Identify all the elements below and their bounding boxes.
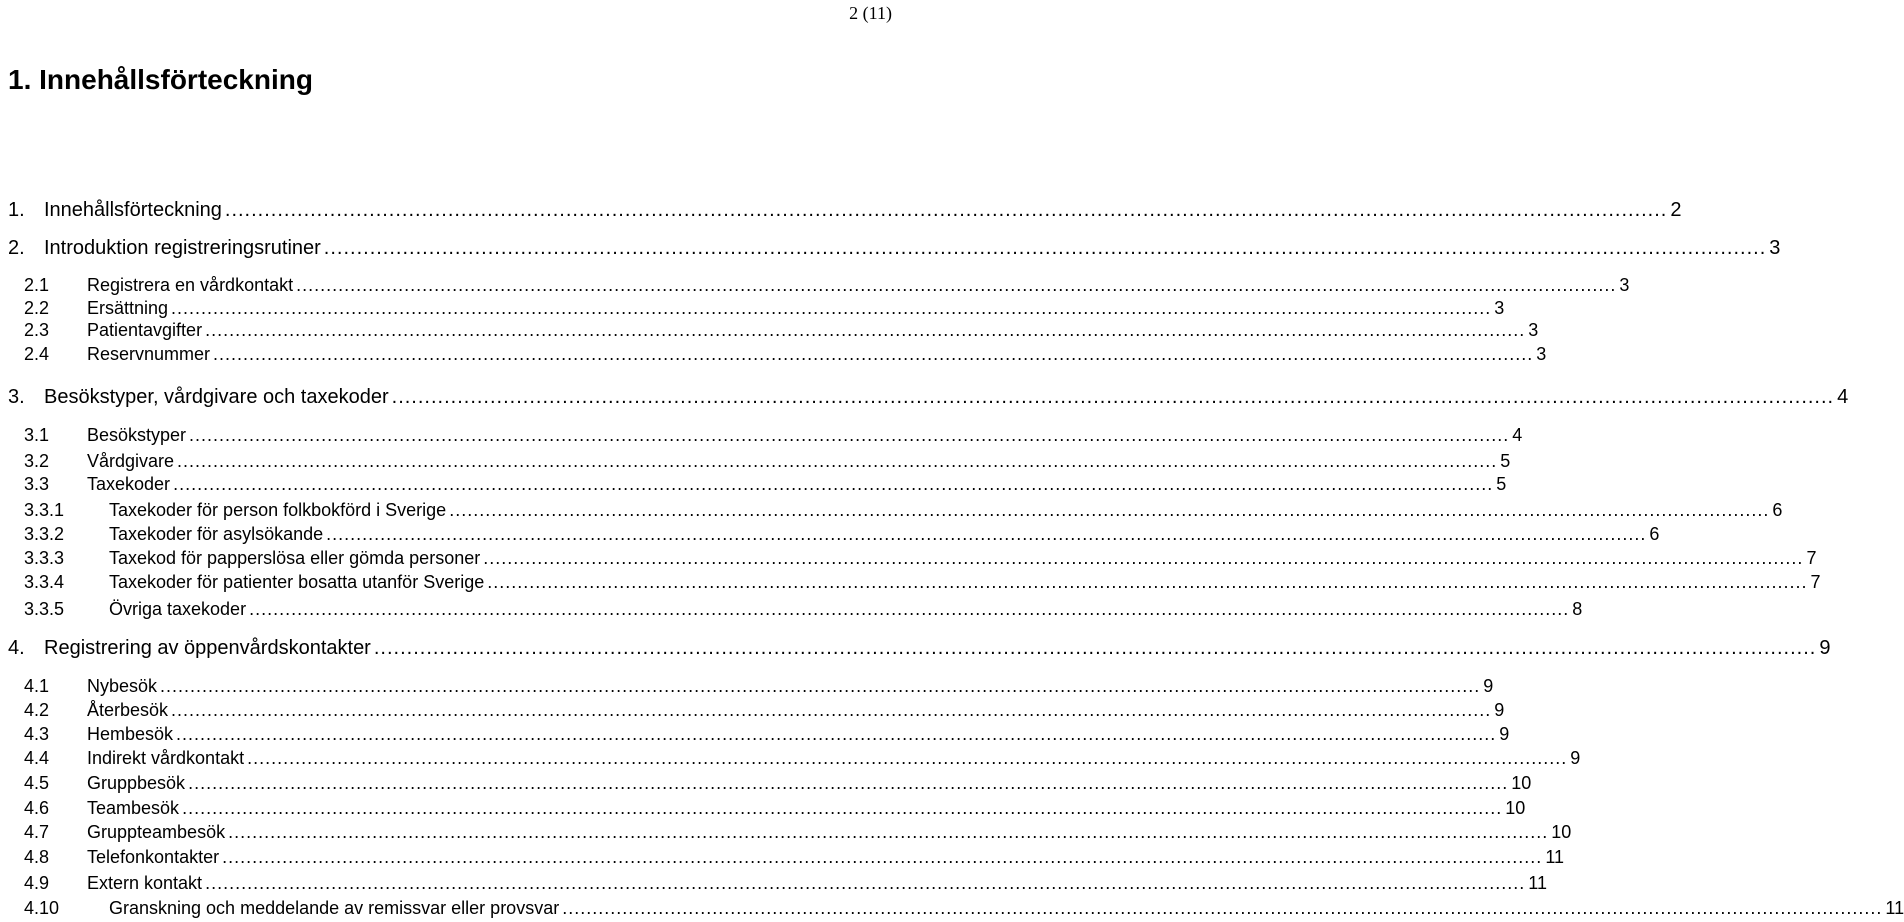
toc-entry-page: 11: [1545, 847, 1564, 867]
toc-entry[interactable]: [0, 746, 1581, 770]
toc-entry[interactable]: [0, 522, 1660, 546]
page-number: 2 (11): [849, 3, 892, 23]
toc-entry-page: 11: [1528, 873, 1547, 893]
toc-dot-leader: ............................................................................................................................................................................................................................: [228, 822, 1549, 842]
toc-entry-page: 8: [1572, 599, 1583, 619]
toc-entry[interactable]: [0, 674, 1494, 698]
toc-entry-title: Nybesök: [87, 676, 158, 696]
toc-dot-leader: ............................................................................................................................................................................................................................: [213, 344, 1534, 364]
toc-entry-number: 1.: [8, 199, 25, 221]
toc-dot-leader: ............................................................................................................................................................................................................................: [177, 451, 1498, 471]
toc-entry-page: 9: [1494, 700, 1505, 720]
toc-entry-page: 7: [1806, 548, 1817, 568]
toc-entry-title: Reservnummer: [87, 344, 211, 364]
toc-dot-leader: ............................................................................................................................................................................................................................: [562, 898, 1883, 918]
toc-dot-leader: ............................................................................................................................................................................................................................: [373, 637, 1817, 659]
toc-entry-number: 3.1: [24, 425, 50, 445]
toc-entry-title: Teambesök: [87, 798, 180, 818]
toc-entry-page: 6: [1649, 524, 1660, 544]
toc-entry-page: 6: [1772, 500, 1783, 520]
toc-entry-page: 4: [1512, 425, 1523, 445]
toc-entry-title: Innehållsförteckning: [44, 199, 222, 221]
toc-entry[interactable]: [0, 820, 1572, 844]
toc-entry-page: 3: [1536, 344, 1547, 364]
toc-entry-title: Gruppbesök: [87, 773, 186, 793]
toc-entry-title: Övriga taxekoder: [109, 599, 247, 619]
toc-entry[interactable]: [0, 871, 1547, 895]
toc-dot-leader: ............................................................................................................................................................................................................................: [205, 320, 1526, 340]
toc-entry[interactable]: [0, 423, 1523, 447]
toc-dot-leader: ............................................................................................................................................................................................................................: [224, 199, 1668, 221]
toc-entry[interactable]: [0, 796, 1526, 820]
toc-entry[interactable]: [0, 342, 1547, 366]
toc-entry-title: Extern kontakt: [87, 873, 203, 893]
toc-entry-number: 2.1: [24, 275, 50, 295]
toc-dot-leader: ............................................................................................................................................................................................................................: [323, 237, 1767, 259]
toc-entry[interactable]: [0, 385, 1849, 409]
toc-entry[interactable]: [0, 597, 1583, 621]
toc-dot-leader: ............................................................................................................................................................................................................................: [247, 748, 1568, 768]
toc-entry-number: 3.3.1: [24, 500, 65, 520]
toc-entry-title: Gruppteambesök: [87, 822, 226, 842]
toc-entry-title: Taxekoder för patienter bosatta utanför Sverige: [109, 572, 485, 592]
toc-entry-title: Granskning och meddelande av remissvar eller provsvar: [109, 898, 560, 918]
toc-entry[interactable]: [0, 570, 1821, 594]
toc-entry-number: 2.: [8, 237, 25, 259]
toc-entry-number: 4.7: [24, 822, 50, 842]
toc-entry-page: 7: [1810, 572, 1821, 592]
toc-dot-leader: ............................................................................................................................................................................................................................: [487, 572, 1808, 592]
toc-dot-leader: ............................................................................................................................................................................................................................: [182, 798, 1503, 818]
toc-entry[interactable]: [0, 498, 1783, 522]
toc-entry-title: Patientavgifter: [87, 320, 203, 340]
toc-entry-number: 4.2: [24, 700, 50, 720]
toc-entry-number: 3.2: [24, 451, 50, 471]
toc-entry-page: 10: [1505, 798, 1526, 818]
toc-entry-number: 2.3: [24, 320, 50, 340]
toc-entry-number: 4.1: [24, 676, 50, 696]
toc-entry-title: Taxekoder för person folkbokförd i Sverige: [109, 500, 447, 520]
toc-dot-leader: ............................................................................................................................................................................................................................: [222, 847, 1543, 867]
toc-entry[interactable]: [0, 449, 1511, 473]
toc-entry-page: 10: [1551, 822, 1572, 842]
toc-entry-title: Taxekoder: [87, 474, 171, 494]
toc-entry-title: Återbesök: [87, 700, 169, 720]
toc-entry[interactable]: [0, 896, 1904, 920]
toc-entry-page: 3: [1769, 237, 1781, 259]
toc-entry-number: 3.3.4: [24, 572, 65, 592]
toc-entry-title: Besökstyper: [87, 425, 187, 445]
toc-entry-page: 9: [1570, 748, 1581, 768]
toc-entry[interactable]: [0, 318, 1539, 342]
toc-entry-title: Besökstyper, vårdgivare och taxekoder: [44, 386, 389, 408]
toc-entry-page: 2: [1670, 199, 1682, 221]
toc-entry-title: Introduktion registreringsrutiner: [44, 237, 321, 259]
toc-entry-page: 3: [1494, 298, 1505, 318]
toc-entry-title: Indirekt vårdkontakt: [87, 748, 245, 768]
toc-entry-page: 9: [1819, 637, 1831, 659]
toc-entry-title: Registrering av öppenvårdskontakter: [44, 637, 371, 659]
toc-dot-leader: ............................................................................................................................................................................................................................: [189, 425, 1510, 445]
toc-entry-title: Ersättning: [87, 298, 169, 318]
toc-entry-number: 3.3.3: [24, 548, 65, 568]
toc-entry[interactable]: [0, 472, 1507, 496]
toc-entry[interactable]: [0, 296, 1505, 320]
toc-entry[interactable]: [0, 236, 1781, 260]
toc-entry-page: 5: [1500, 451, 1511, 471]
toc-entry[interactable]: [0, 845, 1564, 869]
toc-entry-number: 4.4: [24, 748, 50, 768]
toc-entry-number: 3.3.5: [24, 599, 65, 619]
toc-dot-leader: ............................................................................................................................................................................................................................: [326, 524, 1647, 544]
toc-entry[interactable]: [0, 273, 1630, 297]
toc-entry-number: 3.3.2: [24, 524, 65, 544]
toc-dot-leader: ............................................................................................................................................................................................................................: [171, 700, 1492, 720]
toc-dot-leader: ............................................................................................................................................................................................................................: [449, 500, 1770, 520]
toc-entry-page: 9: [1483, 676, 1494, 696]
toc-entry-number: 4.9: [24, 873, 50, 893]
toc-entry[interactable]: [0, 771, 1532, 795]
toc-dot-leader: ............................................................................................................................................................................................................................: [173, 474, 1494, 494]
toc-entry-number: 4.6: [24, 798, 50, 818]
toc-entry-number: 4.3: [24, 724, 50, 744]
toc-entry-title: Telefonkontakter: [87, 847, 220, 867]
toc-dot-leader: ............................................................................................................................................................................................................................: [188, 773, 1509, 793]
toc-dot-leader: ............................................................................................................................................................................................................................: [391, 386, 1835, 408]
toc-entry-page: 5: [1496, 474, 1507, 494]
toc-entry[interactable]: [0, 198, 1682, 222]
toc-dot-leader: ............................................................................................................................................................................................................................: [171, 298, 1492, 318]
toc-entry-number: 4.8: [24, 847, 50, 867]
toc-entry[interactable]: [0, 722, 1510, 746]
toc-dot-leader: ............................................................................................................................................................................................................................: [296, 275, 1617, 295]
toc-dot-leader: ............................................................................................................................................................................................................................: [176, 724, 1497, 744]
toc-entry-title: Taxekod för papperslösa eller gömda personer: [109, 548, 481, 568]
toc-entry-number: 2.2: [24, 298, 50, 318]
toc-entry-title: Hembesök: [87, 724, 174, 744]
page-title: 1. Innehållsförteckning: [8, 64, 313, 95]
toc-entry-number: 3.3: [24, 474, 50, 494]
toc-entry-page: 9: [1499, 724, 1510, 744]
toc-entry-number: 4.5: [24, 773, 50, 793]
toc-dot-leader: ............................................................................................................................................................................................................................: [249, 599, 1570, 619]
toc-dot-leader: ............................................................................................................................................................................................................................: [205, 873, 1526, 893]
toc-entry-title: Vårdgivare: [87, 451, 175, 471]
toc-entry-title: Taxekoder för asylsökande: [109, 524, 324, 544]
toc-entry[interactable]: [0, 546, 1817, 570]
toc-entry-page: 11: [1885, 898, 1904, 918]
toc-entry-page: 10: [1511, 773, 1532, 793]
toc-entry-number: 4.10: [24, 898, 60, 918]
toc-entry[interactable]: [0, 636, 1831, 660]
toc-entry-title: Registrera en vårdkontakt: [87, 275, 294, 295]
toc-dot-leader: ............................................................................................................................................................................................................................: [160, 676, 1481, 696]
toc-entry-page: 4: [1837, 386, 1849, 408]
toc-dot-leader: ............................................................................................................................................................................................................................: [483, 548, 1804, 568]
toc-entry-number: 2.4: [24, 344, 50, 364]
toc-entry-page: 3: [1528, 320, 1539, 340]
toc-entry-number: 4.: [8, 637, 25, 659]
toc-entry-page: 3: [1619, 275, 1630, 295]
toc-entry[interactable]: [0, 698, 1505, 722]
toc-entry-number: 3.: [8, 386, 25, 408]
